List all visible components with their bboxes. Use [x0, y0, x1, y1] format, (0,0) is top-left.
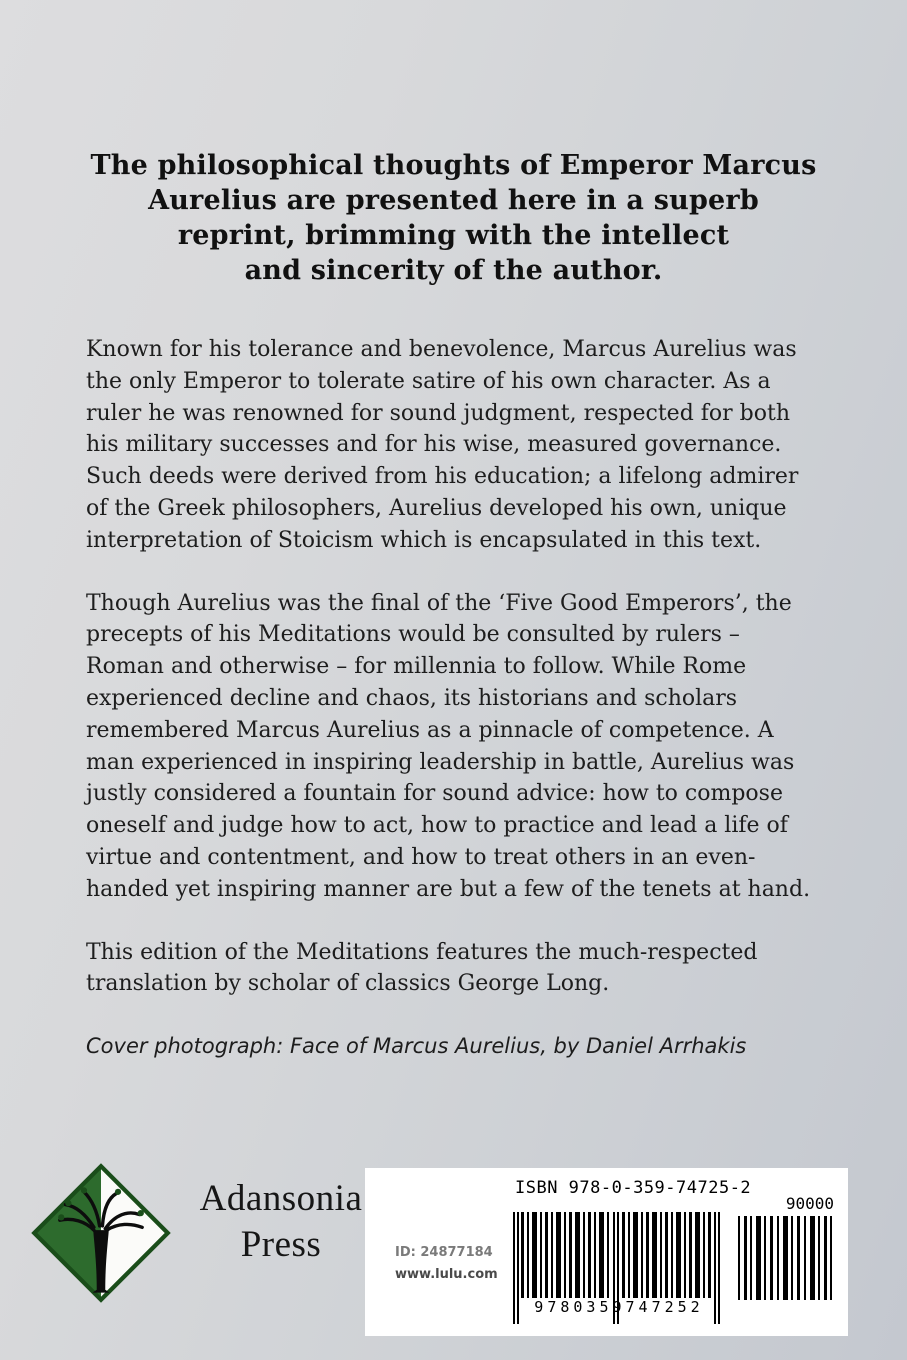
- paragraph-edition: This edition of the Meditations features the much-respected translation by scholar of classics George Long.: [86, 939, 758, 997]
- headline-line-2: Aurelius are presented here in a superb: [148, 185, 759, 216]
- publisher-url: www.lulu.com: [395, 1267, 498, 1282]
- cover-photo-credit: Cover photograph: Face of Marcus Aurelius, by Daniel Arrhakis: [86, 1034, 747, 1059]
- headline: [0, 148, 907, 288]
- paragraph-legacy: Though Aurelius was the final of the ‘Five Good Emperors’, the precepts of his Meditations would be consulted by rulers – Roman and otherwise – for millennia to follow. While Rome experienced decline and chaos, its historians and scholars remembered Marcus Aurelius as a pinnacle of competence. A man experienced in inspiring leadership in battle, Aurelius was justly considered a fountain for sound advice: how to compose oneself and judge how to act, how to practice and lead a life of virtue and contentment, and how to treat others in an even-handed yet inspiring manner are but a few of the tenets at hand.: [86, 590, 811, 902]
- barcode-panel: [365, 1168, 848, 1336]
- isbn-text: ISBN 978-0-359-74725-2: [515, 1178, 752, 1198]
- barcode-digits: 9780359747252: [534, 1298, 704, 1316]
- publisher-name: [172, 1176, 390, 1268]
- body-text: [86, 334, 822, 1094]
- headline-line-4: and sincerity of the author.: [244, 255, 663, 286]
- baobab-tree-icon: [30, 1162, 172, 1304]
- headline-line-3: reprint, brimming with the intellect: [177, 220, 730, 251]
- headline-line-1: The philosophical thoughts of Emperor Marcus: [90, 150, 817, 181]
- barcode-meta: [395, 1242, 498, 1286]
- publisher-name-line-2: Press: [240, 1224, 322, 1265]
- price-code: 90000: [785, 1194, 834, 1213]
- paragraph-biography: Known for his tolerance and benevolence, Marcus Aurelius was the only Emperor to tolerate satire of his own character. As a ruler he was renowned for sound judgment, respected for both his military successes and for his wise, measured governance. Such deeds were derived from his education; a lifelong admirer of the Greek philosophers, Aurelius developed his own, unique interpretation of Stoicism which is encapsulated in this text.: [86, 337, 799, 553]
- product-id: ID: 24877184: [395, 1245, 493, 1260]
- publisher-name-line-1: Adansonia: [199, 1178, 363, 1219]
- publisher-logo: [26, 1158, 386, 1328]
